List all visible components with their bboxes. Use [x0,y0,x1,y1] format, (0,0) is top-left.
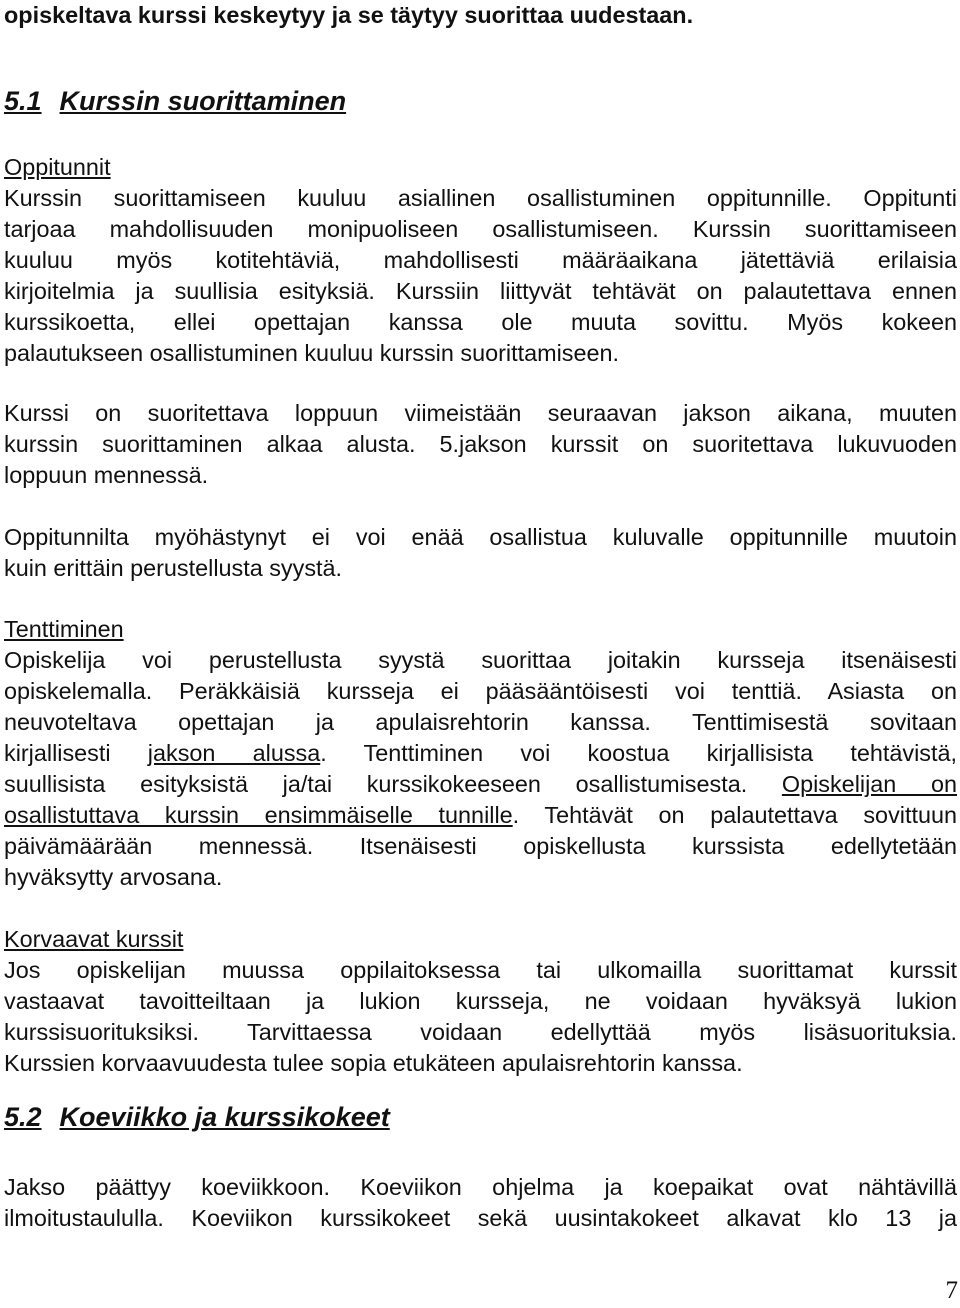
paragraph-line: kurssikoetta, ellei opettajan kanssa ole muuta sovittu. Myös kokeen [4,309,957,335]
section-title: Kurssin suorittaminen [59,86,347,116]
paragraph-line: kuin erittäin perustellusta syystä. [4,555,343,581]
paragraph-line: kurssisuorituksiksi. Tarvittaessa voidaan edellyttää myös lisäsuorituksia. [4,1019,957,1045]
paragraph-line: Oppitunnilta myöhästynyt ei voi enää osallistua kuluvalle oppitunnille muutoin [4,524,957,550]
page-number: 7 [945,1277,958,1304]
paragraph-line: hyväksytty arvosana. [4,864,223,890]
underlined-text: osallistuttava kurssin ensimmäiselle tunnille [4,802,513,828]
subheading-tenttiminen: Tenttiminen [4,616,124,642]
section-number: 5.2 [4,1102,42,1132]
oppitunnit-block [4,152,957,369]
paragraph-line: Kurssien korvaavuudesta tulee sopia etukäteen apulaisrehtorin kanssa. [4,1050,743,1076]
subheading-oppitunnit: Oppitunnit [4,154,111,180]
paragraph-line: Opiskelija voi perustellusta syystä suorittaa joitakin kursseja itsenäisesti [4,647,957,673]
paragraph-line: Kurssi on suoritettava loppuun viimeistään seuraavan jakson aikana, muuten [4,400,957,426]
paragraph-line: tarjoaa mahdollisuuden monipuoliseen osallistumiseen. Kurssin suorittamiseen [4,216,957,242]
paragraph-line: vastaavat tavoitteiltaan ja lukion kursseja, ne voidaan hyväksyä lukion [4,988,957,1014]
underlined-text: Opiskelijan on [781,771,957,797]
oppitunnit-paragraph-2 [4,398,957,491]
paragraph-line: loppuun mennessä. [4,462,209,488]
text-segment: suullisista esityksistä ja/tai kurssikokeeseen osallistumisesta. [4,771,782,797]
koeviikko-block [4,1172,957,1234]
section-heading-5-2 [4,1100,390,1134]
subheading-korvaavat-kurssit: Korvaavat kurssit [4,926,184,952]
underlined-text: jakson alussa [147,740,321,766]
paragraph-line: neuvoteltava opettajan ja apulaisrehtorin kanssa. Tenttimisestä sovitaan [4,709,957,735]
paragraph-line: ilmoitustaululla. Koeviikon kurssikokeet sekä uusintakokeet alkavat klo 13 ja [4,1205,957,1231]
top-line: opiskeltava kurssi keskeytyy ja se täytyy suorittaa uudestaan. [4,2,694,28]
text-segment: . Tenttiminen voi koostua kirjallisista tehtävistä, [320,740,957,766]
paragraph-line: kuuluu myös kotitehtäviä, mahdollisesti määräaikana jätettäviä erilaisia [4,247,957,273]
section-title: Koeviikko ja kurssikokeet [59,1102,390,1132]
oppitunnit-paragraph-3 [4,522,957,584]
paragraph-line: palautukseen osallistuminen kuuluu kurssin suorittamiseen. [4,340,619,366]
paragraph-line: Jos opiskelijan muussa oppilaitoksessa tai ulkomailla suorittamat kurssit [4,957,957,983]
paragraph-line [4,738,957,769]
text-segment: . Tehtävät on palautettava sovittuun [512,802,957,828]
section-number: 5.1 [4,86,42,116]
paragraph-line: Kurssin suorittamiseen kuuluu asiallinen osallistuminen oppitunnille. Oppitunti [4,185,957,211]
text-segment: kirjallisesti [4,740,148,766]
paragraph-line: opiskelemalla. Peräkkäisiä kursseja ei pääsääntöisesti voi tenttiä. Asiasta on [4,678,957,704]
paragraph-line: Jakso päättyy koeviikkoon. Koeviikon ohjelma ja koepaikat ovat nähtävillä [4,1174,957,1200]
paragraph-line [4,769,957,800]
paragraph-line: kurssin suorittaminen alkaa alusta. 5.jakson kurssit on suoritettava lukuvuoden [4,431,957,457]
paragraph-line: päivämäärään mennessä. Itsenäisesti opiskellusta kurssista edellytetään [4,833,957,859]
paragraph-line: kirjoitelmia ja suullisia esityksiä. Kurssiin liittyvät tehtävät on palautettava ennen [4,278,957,304]
tenttiminen-block [4,614,957,893]
section-heading-5-1 [4,84,346,118]
korvaavat-block [4,924,957,1079]
paragraph-line [4,800,957,831]
